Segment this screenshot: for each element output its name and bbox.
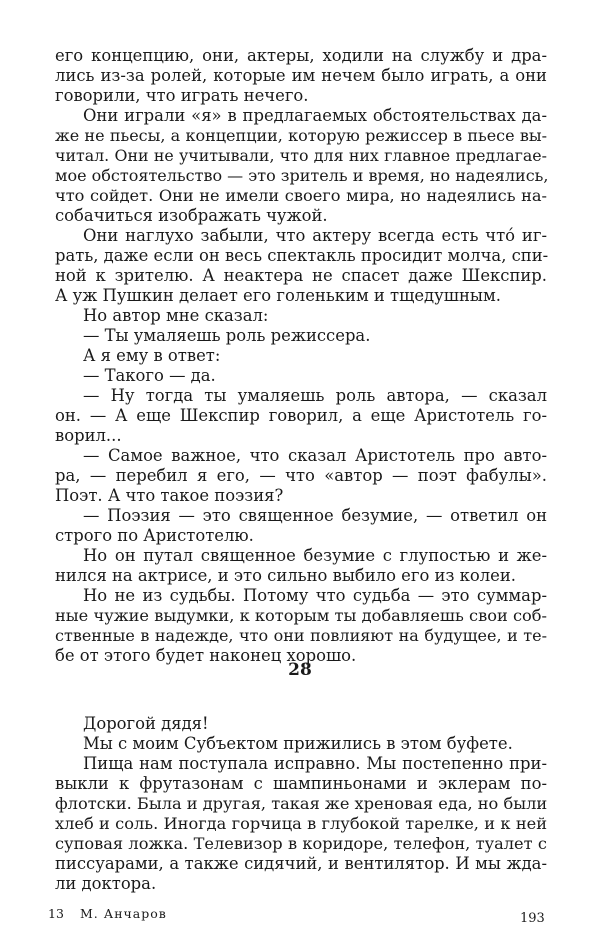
- text-line: Но не из судьбы. Потому что судьба — это суммар-: [83, 586, 547, 605]
- letter-line: хлеб и соль. Иногда горчица в глубокой тарелке, и к ней: [55, 814, 547, 833]
- text-line: Они играли «я» в предлагаемых обстоятельствах да-: [83, 106, 547, 125]
- text-line: Но он путал священное безумие с глупостью и же-: [83, 546, 547, 565]
- letter-line: Пища нам поступала исправно. Мы постепенно при-: [83, 754, 547, 773]
- text-line: что сойдет. Они не имели своего мира, но надеялись на-: [55, 186, 547, 205]
- text-line: говорили, что играть нечего.: [55, 86, 309, 105]
- text-line: бе от этого будет наконец хорошо.: [55, 646, 357, 665]
- text-line: А я ему в ответ:: [83, 346, 221, 365]
- text-line: рать, даже если он весь спектакль просидит молча, спи-: [55, 246, 549, 265]
- text-line: же не пьесы, а концепции, которую режиссер в пьесе вы-: [55, 126, 547, 145]
- page-number: 193: [520, 911, 545, 926]
- text-line: — Такого — да.: [83, 366, 216, 385]
- text-line: ной к зрителю. А неактера не спасет даже Шекспир.: [55, 266, 547, 285]
- text-line: читал. Они не учитывали, что для них главное предлагае-: [55, 146, 547, 165]
- text-line: Но автор мне сказал:: [83, 306, 269, 325]
- text-line: ворил...: [55, 426, 122, 445]
- signature-number: 13: [48, 906, 64, 921]
- letter-line: суповая ложка. Телевизор в коридоре, телефон, туалет с: [55, 834, 547, 853]
- text-line: лись из-за ролей, которые им нечем было играть, а они: [55, 66, 547, 85]
- letter-line: Дорогой дядя!: [83, 714, 209, 733]
- text-line: ные чужие выдумки, к которым ты добавляешь свои соб-: [55, 606, 547, 625]
- text-line: нился на актрисе, и это сильно выбило его из колеи.: [55, 566, 516, 585]
- text-line: ра, — перебил я его, — что «автор — поэт фабулы».: [55, 466, 547, 485]
- letter-line: писсуарами, а также сидячий, и вентилятор. И мы жда-: [55, 854, 547, 873]
- letter-line: Мы с моим Субъектом прижились в этом буфете.: [83, 734, 513, 753]
- text-line: — Ну тогда ты умаляешь роль автора, — сказал: [83, 386, 547, 405]
- text-line: его концепцию, они, актеры, ходили на службу и дра-: [55, 46, 547, 65]
- letter-line: флотски. Была и другая, такая же хреновая еда, но были: [55, 794, 548, 813]
- text-line: — Самое важное, что сказал Аристотель про авто-: [83, 446, 547, 465]
- text-line: ственные в надежде, что они повлияют на будущее, и те-: [55, 626, 547, 645]
- text-line: собачиться изображать чужой.: [55, 206, 328, 225]
- text-line: Поэт. А что такое поэзия?: [55, 486, 284, 505]
- chapter-number: 28: [288, 660, 312, 680]
- text-line: Они наглухо забыли, что актеру всегда есть что́ иг-: [83, 226, 547, 245]
- text-line: — Ты умаляешь роль режиссера.: [83, 326, 371, 345]
- text-line: — Поэзия — это священное безумие, — ответил он: [83, 506, 547, 525]
- text-line: мое обстоятельство — это зритель и время, но надеялись,: [55, 166, 549, 185]
- signature-author: М. Анчаров: [80, 906, 167, 921]
- letter-line: выкли к фрутазонам с шампиньонами и эклерам по-: [55, 774, 547, 793]
- text-line: А уж Пушкин делает его голеньким и тщедушным.: [55, 286, 501, 305]
- letter-line: ли доктора.: [55, 874, 157, 893]
- text-line: строго по Аристотелю.: [55, 526, 254, 545]
- text-line: он. — А еще Шекспир говорил, а еще Аристотель го-: [55, 406, 547, 425]
